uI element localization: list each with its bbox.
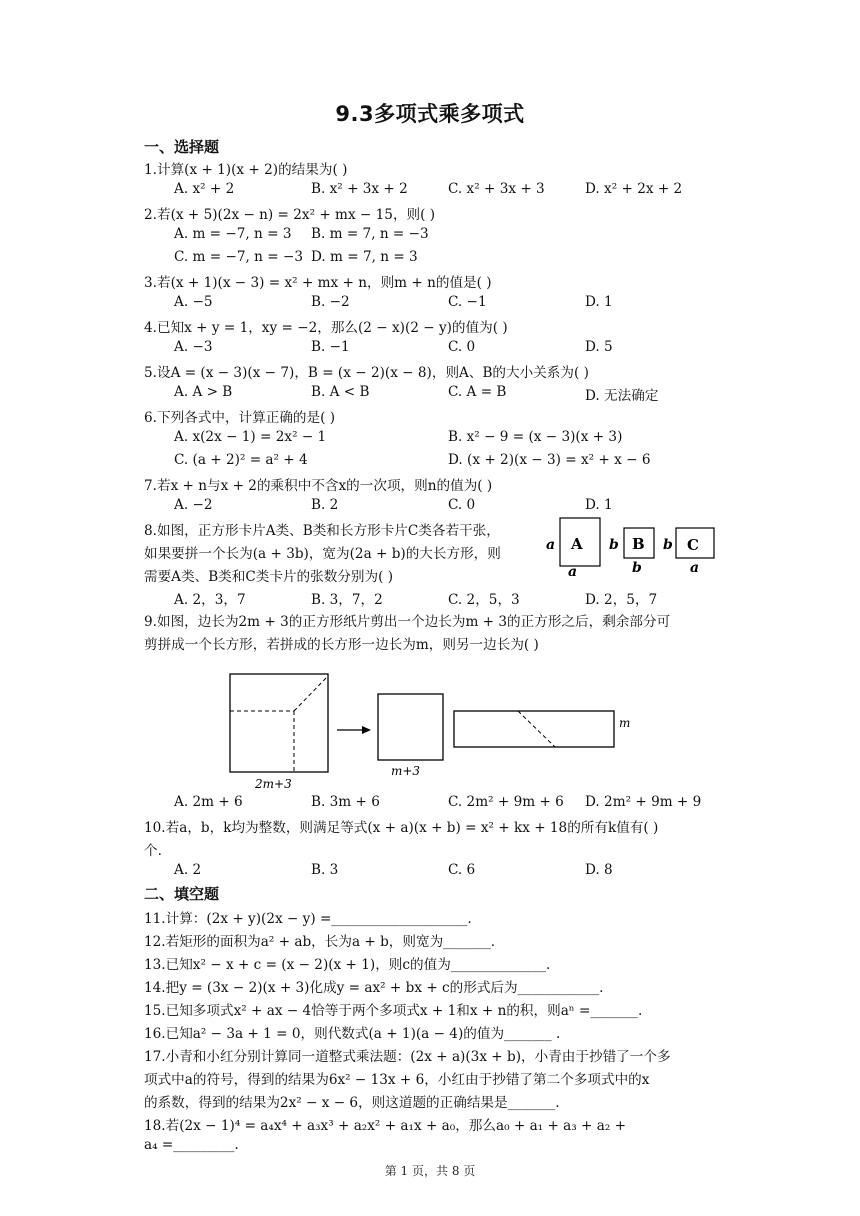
big-square (230, 674, 328, 772)
question-8-card-figure (540, 512, 730, 582)
card-a-label: A (571, 535, 583, 553)
question-9-options (144, 794, 744, 814)
question-8-stem-line2: 如果要拼一个长为(a + 3b)，宽为(2a + b)的大长方形，则 (144, 546, 501, 562)
question-6-options-row2 (144, 452, 744, 472)
option-c: C. A = B (448, 384, 507, 400)
question-7-stem: 7.若x + n与x + 2的乘积中不含x的一次项，则n的值为( ) (144, 478, 493, 494)
question-1-stem: 1.计算(x + 1)(x + 2)的结果为( ) (144, 162, 348, 178)
option-c: C. −1 (448, 294, 487, 310)
question-17-line1: 17.小青和小红分别计算同一道整式乘法题：(2x + a)(3x + b)，小青由于抄错了一个多 (144, 1049, 671, 1065)
option-a: A. m = −7, n = 3 (174, 226, 292, 242)
side-label-a-c: a (690, 560, 700, 576)
question-8-stem-line1: 8.如图，正方形卡片A类、B类和长方形卡片C类各若干张， (144, 523, 500, 539)
option-b: B. x² − 9 = (x − 3)(x + 3) (448, 429, 623, 445)
question-2-options (144, 226, 744, 246)
question-4-stem: 4.已知x + y = 1，xy = −2，那么(2 − x)(2 − y)的值为( ) (144, 320, 508, 336)
question-17-line3: 的系数，得到的结果为2x² − x − 6，则这道题的正确结果是_______. (144, 1095, 560, 1111)
option-c: C. 2，5，3 (448, 592, 520, 608)
label-2m-plus-3: 2m+3 (255, 777, 292, 791)
option-a: A. 2m + 6 (174, 794, 243, 810)
option-d: D. 1 (585, 294, 613, 310)
option-c: C. 0 (448, 339, 476, 355)
card-b-label: B (632, 535, 645, 553)
question-10-stem-line1: 10.若a，b，k均为整数，则满足等式(x + a)(x + b) = x² + kx + 18的所有k值有( ) (144, 820, 659, 836)
question-14: 14.把y = (3x − 2)(x + 3)化成y = ax² + bx + c的形式后为____________. (144, 980, 604, 996)
option-b: B. 3，7，2 (311, 592, 383, 608)
question-6-stem: 6.下列各式中，计算正确的是( ) (144, 410, 336, 426)
side-label-a-bottom: a (568, 564, 578, 580)
small-square (378, 694, 443, 760)
question-5-options (144, 384, 744, 404)
option-a: A. x(2x − 1) = 2x² − 1 (174, 429, 327, 445)
option-a: A. −3 (174, 339, 213, 355)
long-rectangle (454, 711, 614, 747)
question-5-stem: 5.设A = (x − 3)(x − 7)，B = (x − 2)(x − 8)，则A、B的大小关系为( ) (144, 365, 589, 381)
question-18-line1: 18.若(2x − 1)⁴ = a₄x⁴ + a₃x³ + a₂x² + a₁x + a₀，那么a₀ + a₁ + a₃ + a₂ + (144, 1118, 627, 1134)
option-d: D. 1 (585, 497, 613, 513)
question-3-options (144, 294, 744, 314)
cut-line-diagonal (294, 676, 328, 711)
rect-cut-line (518, 711, 555, 747)
option-d: D. x² + 2x + 2 (585, 181, 683, 197)
question-13: 13.已知x² − x + c = (x − 2)(x + 1)，则c的值为______________. (144, 957, 551, 973)
question-8-stem-line3: 需要A类、B类和C类卡片的张数分别为( ) (144, 569, 394, 585)
option-b: B. 3 (311, 862, 339, 878)
option-c: C. m = −7, n = −3 (174, 249, 303, 265)
option-b: B. 3m + 6 (311, 794, 380, 810)
option-d: D. 2，5，7 (585, 592, 658, 608)
side-label-b-bottom: b (632, 560, 642, 576)
option-b: B. A < B (311, 384, 370, 400)
section-heading-fill: 二、填空题 (144, 885, 220, 903)
label-m: m (619, 716, 631, 730)
question-4-options (144, 339, 744, 359)
question-15: 15.已知多项式x² + ax − 4恰等于两个多项式x + 1和x + n的积，则aⁿ =_______. (144, 1003, 643, 1019)
question-11: 11.计算：(2x + y)(2x − y) =____________________. (144, 911, 472, 927)
option-c: C. x² + 3x + 3 (448, 181, 545, 197)
question-2-stem: 2.若(x + 5)(2x − n) = 2x² + mx − 15，则( ) (144, 207, 436, 223)
option-d: D. 5 (585, 339, 613, 355)
option-a: A. −2 (174, 497, 213, 513)
side-label-a: a (546, 537, 556, 553)
option-a: A. x² + 2 (174, 181, 235, 197)
option-a: A. −5 (174, 294, 213, 310)
option-b: B. m = 7, n = −3 (311, 226, 429, 242)
option-b: B. −2 (311, 294, 350, 310)
question-2-options-row2 (144, 249, 744, 269)
option-d: D. 2m² + 9m + 9 (585, 794, 702, 810)
side-label-b: b (609, 537, 619, 553)
question-10-stem-line2: 个. (144, 843, 162, 859)
question-16: 16.已知a² − 3a + 1 = 0，则代数式(a + 1)(a − 4)的值为_______ . (144, 1026, 561, 1042)
arrow-head-icon (362, 726, 371, 734)
label-m-plus-3: m+3 (391, 764, 421, 778)
option-d: D. (x + 2)(x − 3) = x² + x − 6 (448, 452, 651, 468)
option-c: C. (a + 2)² = a² + 4 (174, 452, 308, 468)
page-footer: 第 1 页，共 8 页 (384, 1164, 476, 1178)
option-a: A. 2，3，7 (174, 592, 246, 608)
question-9-stem-line2: 剪拼成一个长方形，若拼成的长方形一边长为m，则另一边长为( ) (144, 637, 539, 653)
option-d: D. 8 (585, 862, 613, 878)
option-a: A. A > B (174, 384, 233, 400)
card-c-label: C (687, 536, 699, 554)
option-b: B. x² + 3x + 2 (311, 181, 408, 197)
side-label-b-c: b (663, 537, 673, 553)
question-1-options (144, 181, 744, 201)
option-b: B. −1 (311, 339, 350, 355)
question-3-stem: 3.若(x + 1)(x − 3) = x² + mx + n，则m + n的值是( ) (144, 275, 492, 291)
question-12: 12.若矩形的面积为a² + ab，长为a + b，则宽为_______. (144, 934, 496, 950)
question-9-stem-line1: 9.如图，边长为2m + 3的正方形纸片剪出一个边长为m + 3的正方形之后，剩余部分可 (144, 614, 671, 630)
section-heading-choice: 一、选择题 (144, 138, 220, 156)
page-title: 9.3多项式乘多项式 (335, 102, 525, 126)
question-9-figure (225, 668, 645, 796)
option-c: C. 0 (448, 497, 476, 513)
question-10-options (144, 862, 744, 882)
question-17-line2: 项式中a的符号，得到的结果为6x² − 13x + 6，小红由于抄错了第二个多项式中的x (144, 1072, 650, 1088)
option-b: B. 2 (311, 497, 339, 513)
option-d: D. m = 7, n = 3 (311, 249, 418, 265)
option-d: D. 无法确定 (585, 388, 659, 404)
question-18-line2: a₄ =_________. (144, 1137, 239, 1153)
option-c: C. 6 (448, 862, 476, 878)
option-c: C. 2m² + 9m + 6 (448, 794, 564, 810)
question-6-options (144, 429, 744, 449)
question-8-options (144, 588, 744, 608)
option-a: A. 2 (174, 862, 202, 878)
